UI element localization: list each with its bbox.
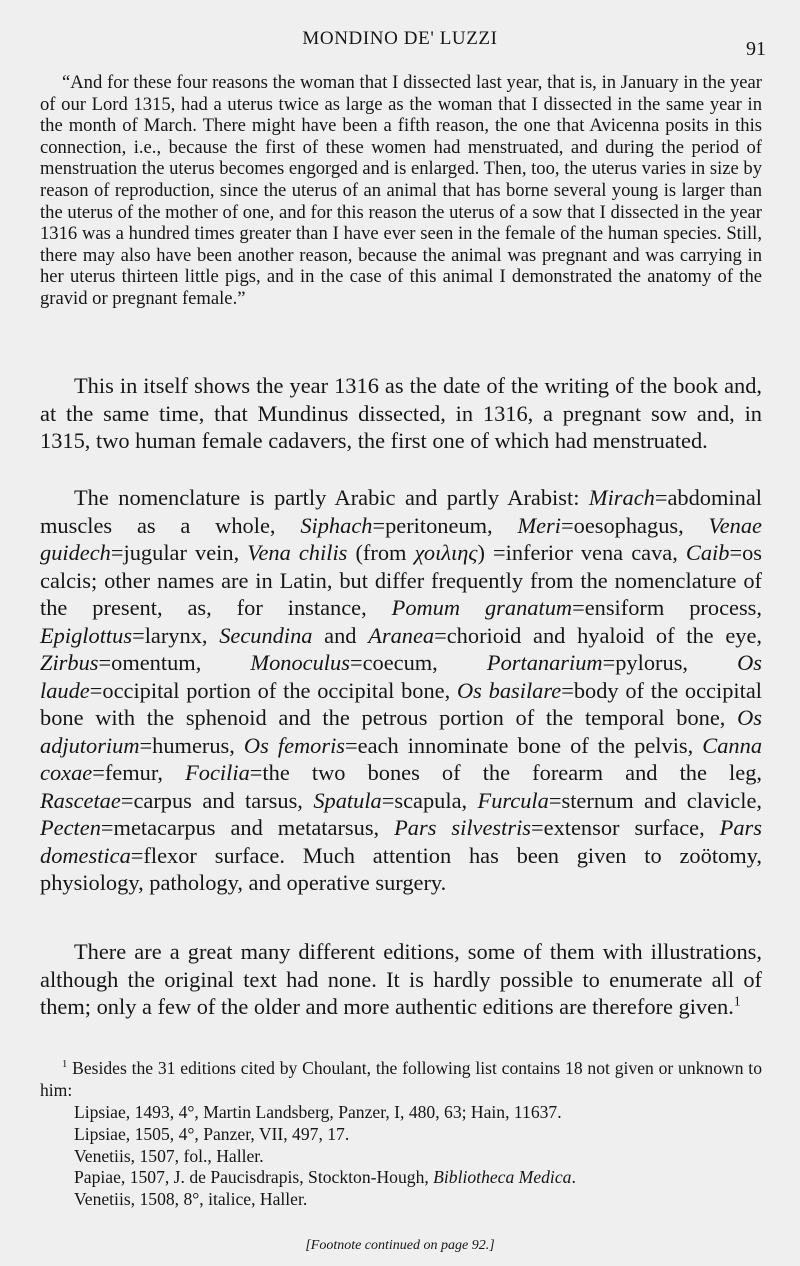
nomenclature-meaning: =omentum, xyxy=(98,650,251,675)
nomenclature-term: Aranea xyxy=(368,622,435,648)
nomenclature-term: Os femoris xyxy=(243,732,346,758)
nomenclature-term: Mirach xyxy=(588,485,655,510)
nomenclature-term: Canna coxae xyxy=(40,732,763,785)
nomenclature-intro: The nomenclature is partly Arabic and partly Arabist: xyxy=(74,485,589,510)
nomenclature-meaning: =coecum, xyxy=(349,650,487,675)
nomenclature-meaning: =femur, xyxy=(92,760,186,785)
nomenclature-term: Os adjutorium xyxy=(40,705,762,758)
footnote-continued: [Footnote continued on page 92.] xyxy=(305,1238,495,1253)
edition-item: Venetiis, 1507, fol., Haller. xyxy=(74,1145,264,1166)
nomenclature-meaning: =sternum and clavicle, xyxy=(548,787,762,813)
edition-item: Lipsiae, 1493, 4°, Martin Landsberg, Panzer, I, 480, 63; Hain, 11637. xyxy=(74,1102,562,1122)
nomenclature-term: Pars silvestris xyxy=(394,815,531,840)
edition-text: Papiae, 1507, J. de Paucisdrapis, Stockton-Hough, xyxy=(74,1167,434,1188)
nomenclature-term: Pars domestica xyxy=(40,815,762,868)
nomenclature-meaning: =each innominate bone of the pelvis, xyxy=(345,732,703,758)
block-quote: “And for these four reasons the woman that I dissected last year, that is, in January in the year of our Lord 1315, had a uterus twice as large as the woman that I dissected in the same year in the month of March. There might have been a fifth reason, the one that Avicenna posits in this connection, i.e., because the first of these women had menstruated, and during the period of menstruation the uterus becomes engorged and is enlarged. Then, too, the uterus varies in size by reason of reproduction, since the uterus of an animal that has borne several young is larger than the uterus of the mother of one, and for this reason the uterus of a sow that I dissected in the year 1316 was a hundred times greater than I have ever seen in the female of the human species. Still, there may also have been another reason, because the animal was pregnant and was carrying in her uterus thirteen little pigs, and in the case of this animal I demonstrated the anatomy of the gravid or pregnant female.” xyxy=(40,72,762,309)
running-head: MONDINO DE' LUZZI xyxy=(302,28,498,49)
nomenclature-meaning: =extensor surface, xyxy=(531,815,720,840)
nomenclature-meaning: ) =inferior vena cava, xyxy=(477,540,686,565)
nomenclature-meaning: and xyxy=(312,622,369,648)
nomenclature-meaning: =pylorus, xyxy=(602,650,738,675)
footnote-marker: 1 xyxy=(62,1059,68,1071)
edition-item: Lipsiae, 1505, 4°, Panzer, VII, 497, 17. xyxy=(74,1123,350,1144)
nomenclature-term: Rascetae xyxy=(40,787,121,813)
nomenclature-meaning: =flexor surface. Much attention has been given to zoötomy, physiology, pathology, and operative surgery. xyxy=(40,842,762,895)
nomenclature-meaning: =body of the occipital bone with the sphenoid and the petrous portion of the temporal bone, xyxy=(40,677,762,730)
nomenclature-meaning: (from xyxy=(347,540,415,565)
nomenclature-meaning: =the two bones of the forearm and the leg, xyxy=(249,760,762,785)
nomenclature-term: Meri xyxy=(517,512,561,538)
nomenclature-term: Portanarium xyxy=(486,650,603,675)
nomenclature-term: Venae guidech xyxy=(40,512,762,565)
footnote xyxy=(40,1058,762,1101)
nomenclature-meaning: =humerus, xyxy=(139,732,244,758)
nomenclature-meaning: =carpus and tarsus, xyxy=(120,787,314,813)
paragraph-editions xyxy=(40,938,762,1021)
editions-list xyxy=(74,1102,764,1211)
nomenclature-term: Caib xyxy=(685,540,730,565)
nomenclature-meaning: =chorioid and hyaloid of the eye, xyxy=(434,622,762,648)
nomenclature-term: Furcula xyxy=(477,787,549,813)
nomenclature-term: Os laude xyxy=(40,650,763,703)
nomenclature-term: Pecten xyxy=(40,815,101,840)
nomenclature-meaning: =abdominal muscles as a whole, xyxy=(40,485,762,538)
nomenclature-term: Secundina xyxy=(219,622,313,648)
footnote-intro: Besides the 31 editions cited by Choulant, the following list contains 18 not given or unknown to him: xyxy=(40,1058,762,1100)
nomenclature-term: χοιλιης xyxy=(414,540,478,565)
nomenclature-term: Focilia xyxy=(185,760,250,785)
nomenclature-term: Vena chilis xyxy=(247,540,348,565)
nomenclature-meaning: =scapula, xyxy=(381,787,478,813)
nomenclature-meaning: =peritoneum, xyxy=(372,512,518,538)
nomenclature-term: Pomum granatum xyxy=(391,595,573,620)
nomenclature-terms xyxy=(40,485,762,895)
nomenclature-term: Epiglottus xyxy=(40,622,133,648)
nomenclature-term: Siphach xyxy=(300,512,373,538)
editions-text: There are a great many different editions, some of them with illustrations, although the original text had none. It is hardly possible to enumerate all of them; only a few of the older and more authentic editions are therefore given. xyxy=(40,939,762,1019)
paragraph-nomenclature xyxy=(40,484,762,897)
footnote-ref-marker: 1 xyxy=(733,993,741,1009)
nomenclature-meaning: =os calcis; other names are in Latin, but differ frequently from the nomenclature of the present, as, for instance, xyxy=(40,540,762,620)
page-number: 91 xyxy=(746,38,766,60)
edition-item: Venetiis, 1508, 8°, italice, Haller. xyxy=(74,1189,308,1210)
nomenclature-meaning: =jugular vein, xyxy=(110,540,248,565)
nomenclature-term: Zirbus xyxy=(40,650,99,675)
edition-title: Bibliotheca Medica xyxy=(433,1167,572,1188)
nomenclature-term: Monoculus xyxy=(250,650,350,675)
nomenclature-meaning: =ensiform process, xyxy=(572,595,762,620)
nomenclature-term: Os basilare xyxy=(456,677,562,703)
nomenclature-meaning: =occipital portion of the occipital bone, xyxy=(89,677,457,703)
nomenclature-meaning: =metacarpus and metatarsus, xyxy=(100,815,395,840)
nomenclature-term: Spatula xyxy=(313,787,382,813)
edition-item: Papiae, 1507, J. de Paucisdrapis, Stockton-Hough, Bibliotheca Medica. xyxy=(74,1167,576,1188)
paragraph-date-of-writing: This in itself shows the year 1316 as the date of the writing of the book and, at the same time, that Mundinus dissected, in 1316, a pregnant sow and, in 1315, two human female cadavers, the first one of which had menstruated. xyxy=(40,373,762,453)
nomenclature-meaning: =oesophagus, xyxy=(561,512,709,538)
nomenclature-meaning: =larynx, xyxy=(132,622,220,648)
